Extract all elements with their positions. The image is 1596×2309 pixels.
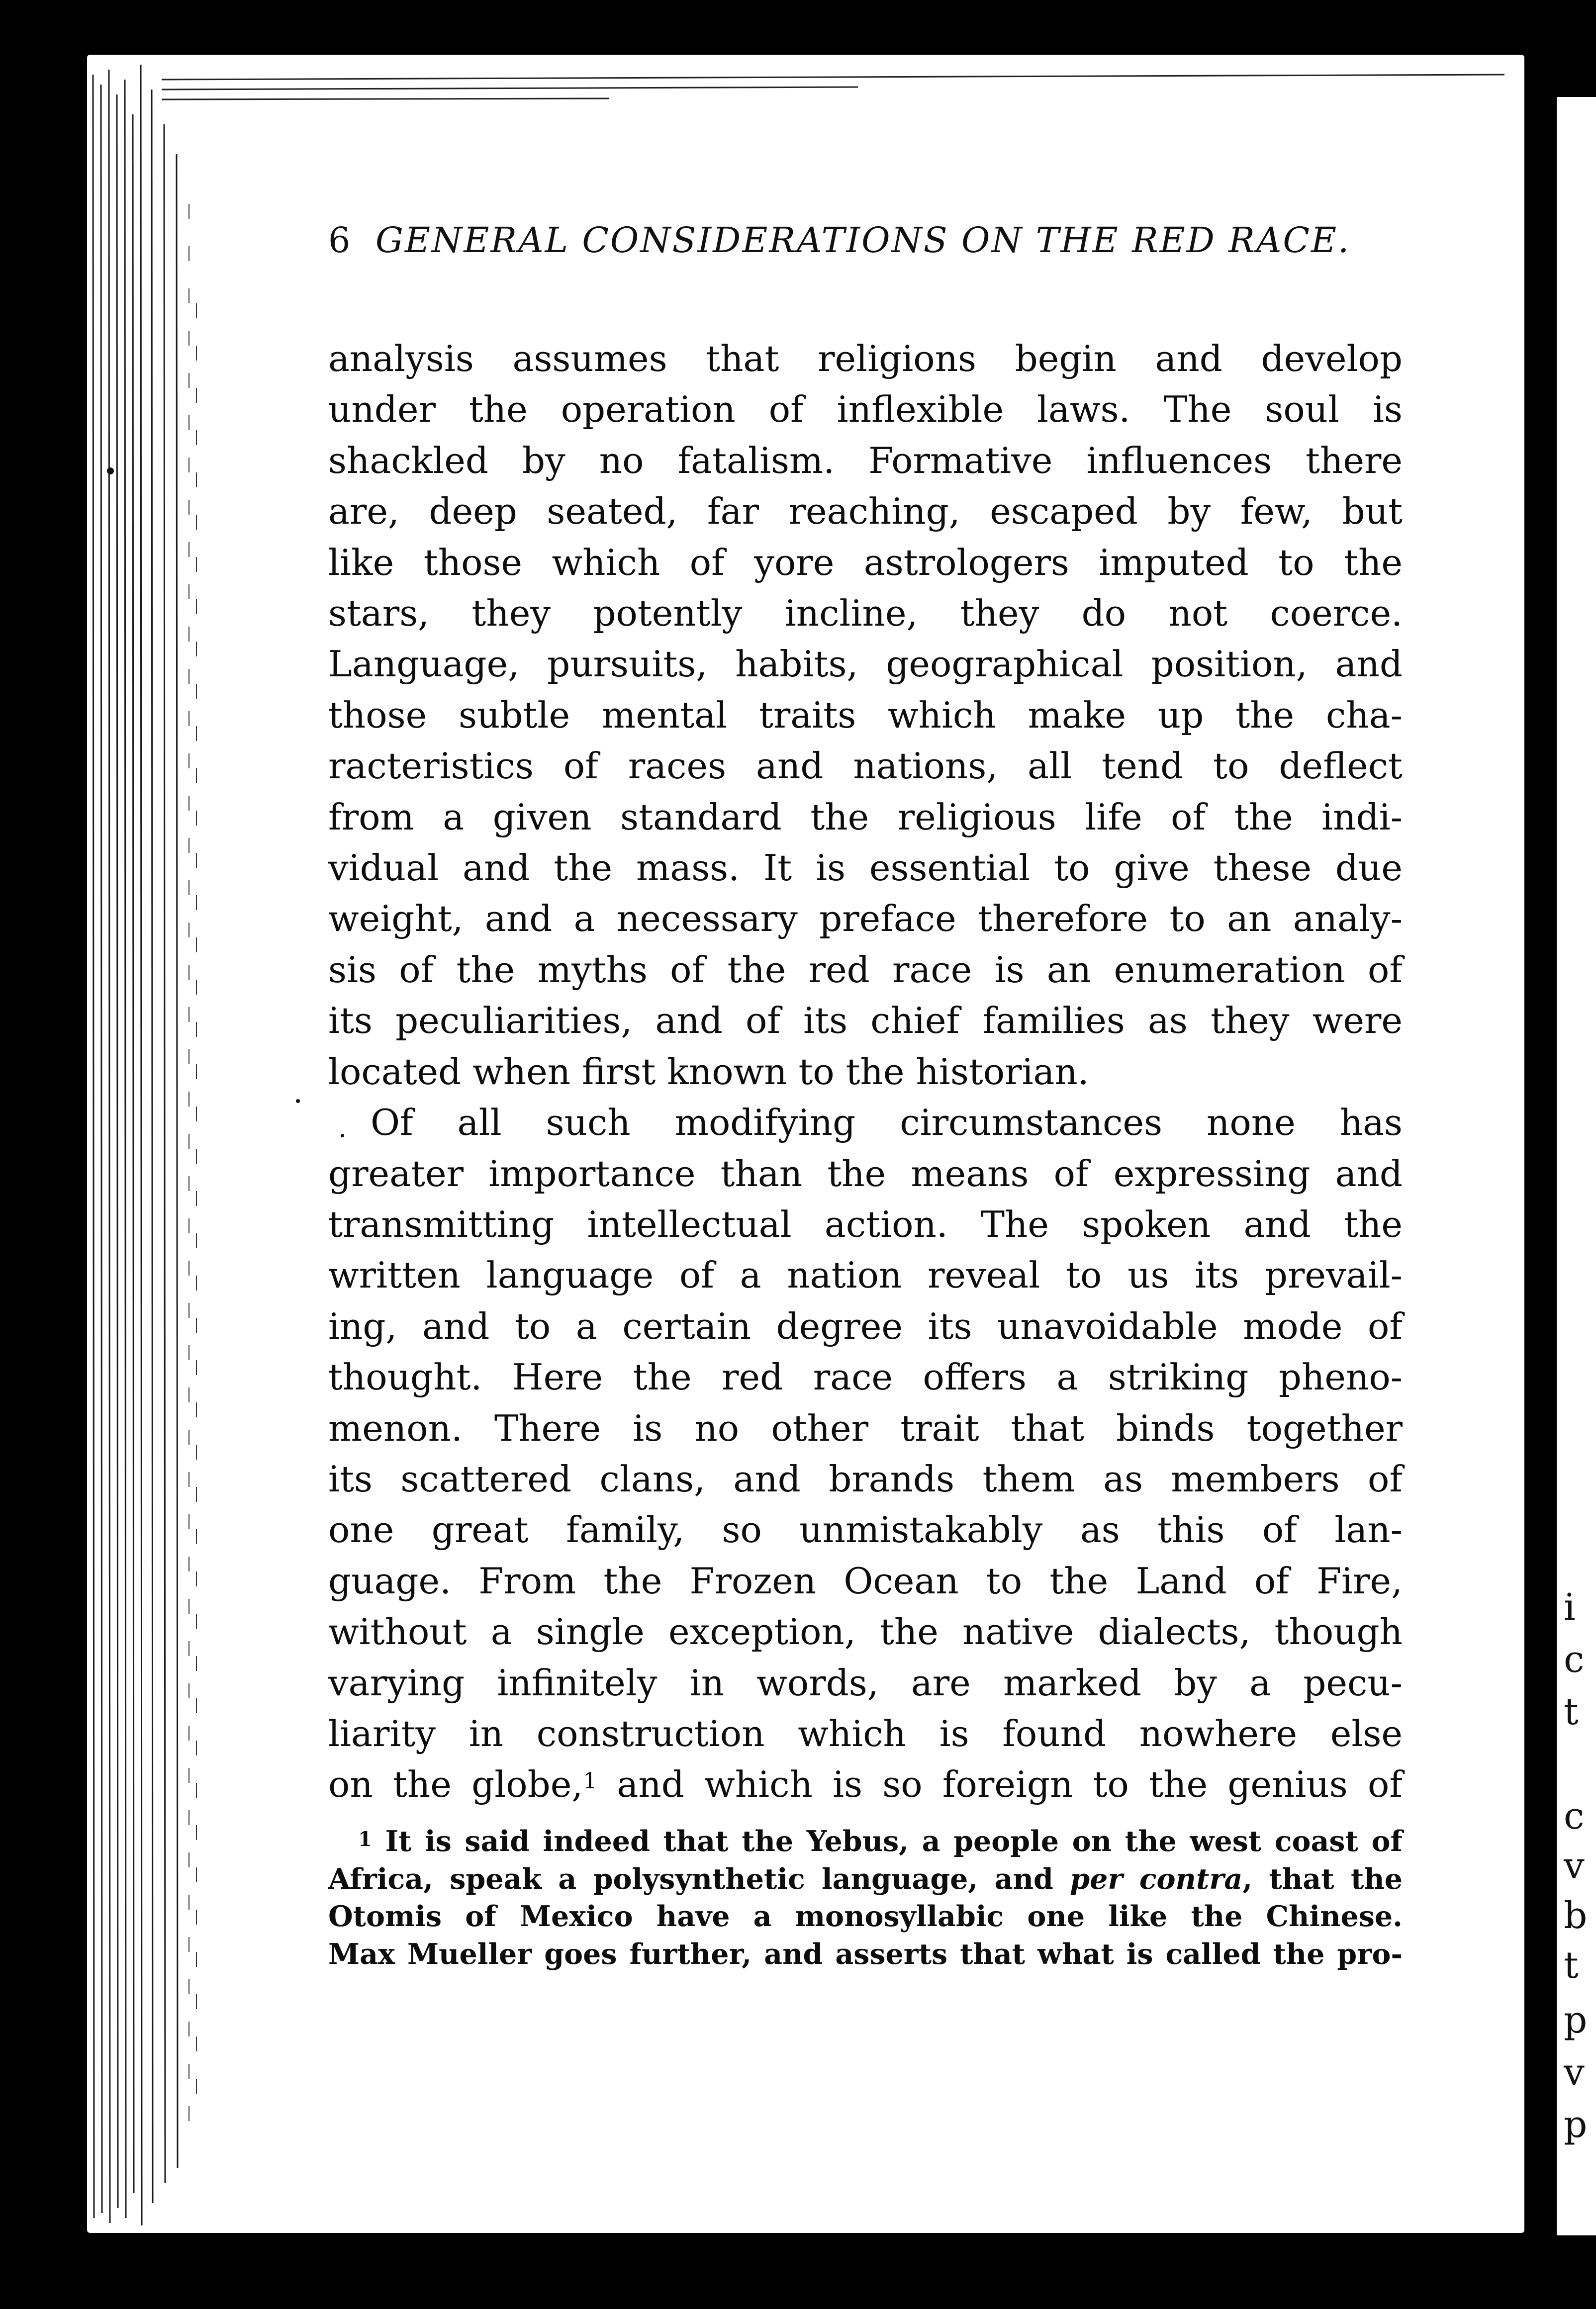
text-line: varying infinitely in words, are marked by a pecu- <box>328 1662 1403 1704</box>
text-line: sis of the myths of the red race is an enumeration of <box>328 948 1403 991</box>
text-line: without a single exception, the native dialects, though <box>328 1611 1403 1653</box>
adjacent-letter: v <box>1564 1845 1585 1887</box>
adjacent-letter: p <box>1564 1999 1588 2041</box>
text-line: its scattered clans, and brands them as members of <box>328 1458 1403 1500</box>
line-text-after-ref: and which is so foreign to the genius of <box>597 1763 1403 1806</box>
footnote-line <box>328 1823 1403 1860</box>
adjacent-letter: p <box>1564 2103 1588 2146</box>
text-line: vidual and the mass. It is essential to give these due <box>328 847 1403 889</box>
text-line: under the operation of inflexible laws. The soul is <box>328 388 1403 431</box>
footnote <box>328 1823 1403 1973</box>
text-line: those subtle mental traits which make up the cha- <box>328 694 1403 736</box>
ink-speck <box>107 467 114 474</box>
text-line: thought. Here the red race offers a striking pheno- <box>328 1356 1403 1398</box>
paragraph-start-line: Of all such modifying circumstances none has <box>371 1102 1403 1144</box>
adjacent-letter: i <box>1564 1586 1576 1629</box>
footnote-text: It is said indeed that the Yebus, a people on the west coast of <box>372 1825 1403 1858</box>
adjacent-letter: t <box>1564 1690 1579 1733</box>
adjacent-letter: v <box>1564 2051 1585 2094</box>
adjacent-letter: t <box>1564 1944 1579 1987</box>
text-line: one great family, so unmistakably as this of lan- <box>328 1509 1403 1551</box>
text-line: menon. There is no other trait that binds together <box>328 1407 1403 1449</box>
text-line: are, deep seated, far reaching, escaped by few, but <box>328 490 1403 533</box>
adjacent-letter: b <box>1564 1894 1588 1937</box>
adjacent-page-sliver <box>1557 97 1596 2235</box>
footnote-line: Otomis of Mexico have a monosyllabic one like the Chinese. <box>328 1900 1403 1933</box>
line-text-before-ref: on the globe, <box>328 1763 583 1806</box>
footnote-mark: 1 <box>358 1828 372 1851</box>
footnote-line <box>328 1860 1403 1898</box>
footnote-reference: 1 <box>583 1768 597 1794</box>
text-line: stars, they potently incline, they do not coerce. <box>328 592 1403 635</box>
adjacent-letter: c <box>1564 1638 1585 1681</box>
text-line: weight, and a necessary preface therefore to an analy- <box>328 898 1403 940</box>
running-head <box>328 209 1393 269</box>
text-line-with-footnote-ref <box>328 1759 1403 1810</box>
text-line: transmitting intellectual action. The spoken and the <box>328 1203 1403 1245</box>
footnote-line: Max Mueller goes further, and asserts that what is called the pro- <box>328 1937 1403 1971</box>
text-line: written language of a nation reveal to us its prevail- <box>328 1254 1403 1296</box>
ink-speck <box>296 1099 300 1103</box>
footnote-text: , that the <box>1242 1862 1403 1896</box>
text-line: analysis assumes that religions begin and develop <box>328 338 1403 379</box>
page-top-edge <box>162 60 1504 119</box>
running-title: GENERAL CONSIDERATIONS ON THE RED RACE. <box>376 220 1351 261</box>
text-line: guage. From the Frozen Ocean to the Land of Fire, <box>328 1560 1403 1602</box>
page-number: 6 <box>328 220 351 261</box>
footnote-italic-phrase: per contra <box>1070 1862 1243 1896</box>
text-line: Language, pursuits, habits, geographical position, and <box>328 643 1403 685</box>
text-line: like those which of yore astrologers imputed to the <box>328 541 1403 583</box>
text-line: its peculiarities, and of its chief families as they were <box>328 1000 1403 1042</box>
text-line: shackled by no fatalism. Formative influences there <box>328 439 1403 481</box>
body-text <box>328 333 1403 1810</box>
text-line: from a given standard the religious life of the indi- <box>328 796 1403 838</box>
text-line: ing, and to a certain degree its unavoidable mode of <box>328 1305 1403 1347</box>
text-line: located when first known to the historian. <box>328 1050 1089 1093</box>
page-stack-edge <box>87 55 201 2233</box>
adjacent-letter: c <box>1564 1795 1585 1838</box>
footnote-text: Africa, speak a polysynthetic language, and <box>328 1862 1070 1896</box>
text-line: greater importance than the means of expressing and <box>328 1152 1403 1195</box>
text-line: racteristics of races and nations, all tend to deflect <box>328 745 1403 787</box>
text-line: liarity in construction which is found nowhere else <box>328 1712 1403 1755</box>
